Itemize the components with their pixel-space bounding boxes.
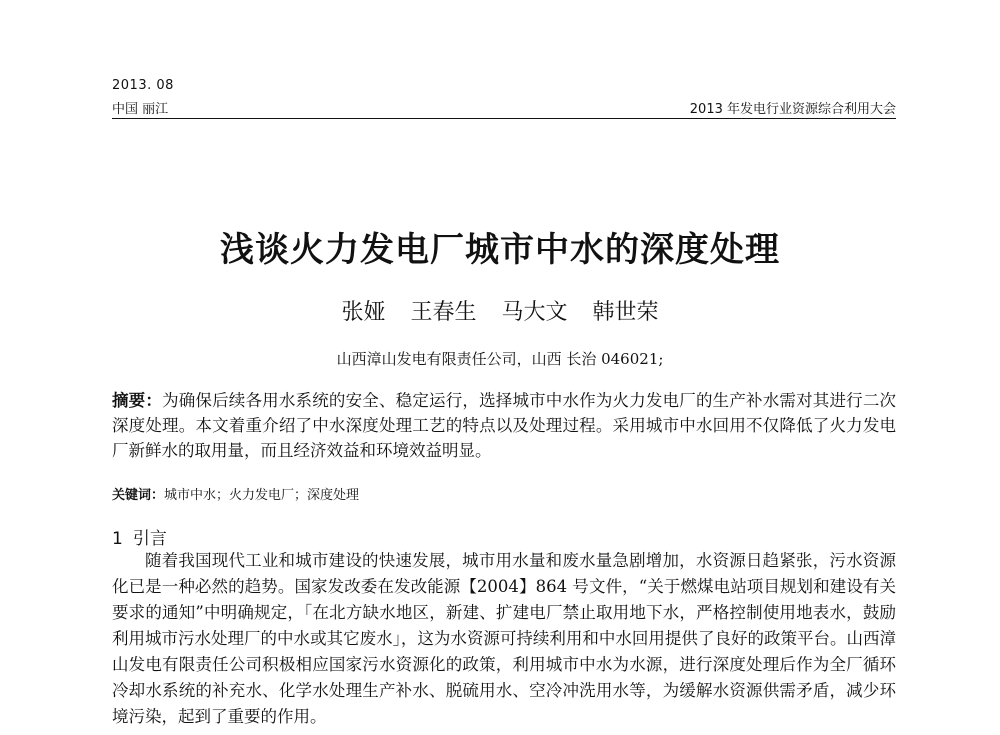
paper-authors: 张娅 王春生 马大文 韩世荣	[341, 300, 659, 325]
intro-paragraph: 随着我国现代工业和城市建设的快速发展，城市用水量和废水量急剧增加，水资源日趋紧张，污水资源化已是一种必然的趋势。国家发改委在发改能源【2004】864 号文件，“关于燃煤电站项目规划和建设有关要求的通知”中明确规定，「在北方缺水地区，新建、扩建电厂禁止取用地下水，严格控制使用地表水，鼓励利用城市污水处理厂的中水或其它废水」，这为水资源可持续利用和中水回用提供了良好的政策平台。山西漳山发电有限责任公司积极相应国家污水资源化的政策，利用城市中水为水源，进行深度处理后作为全厂循环冷却水系统的补充水、化学水处理生产补水、脱硫用水、空冷冲洗用水等，为缓解水资源供需矛盾，减少环境污染，起到了重要的作用。	[112, 551, 896, 726]
abstract-text: 为确保后续各用水系统的安全、稳定运行，选择城市中水作为火力发电厂的生产补水需对其进行二次深度处理。本文着重介绍了中水深度处理工艺的特点以及处理过程。采用城市中水回用不仅降低了火力发电厂新鲜水的取用量，而且经济效益和环境效益明显。	[112, 391, 897, 460]
page-header	[112, 78, 896, 118]
section-title: 引言	[132, 529, 167, 549]
paper-affiliation: 山西漳山发电有限责任公司，山西 长治 046021;	[336, 350, 664, 368]
keywords	[112, 484, 896, 503]
section-number: 1	[112, 529, 123, 549]
keywords-label: 关键词：	[112, 488, 165, 503]
keywords-text: 城市中水；火力发电厂；深度处理	[164, 488, 360, 503]
section-heading	[112, 524, 167, 549]
header-date: 2013. 08	[112, 78, 174, 93]
abstract	[112, 388, 896, 463]
paper-title: 浅谈火力发电厂城市中水的深度处理	[220, 230, 780, 270]
header-divider	[112, 118, 896, 119]
abstract-label: 摘要：	[112, 391, 163, 410]
header-location: 中国 丽江	[112, 102, 169, 117]
header-conference: 2013 年发电行业资源综合利用大会	[689, 102, 896, 117]
